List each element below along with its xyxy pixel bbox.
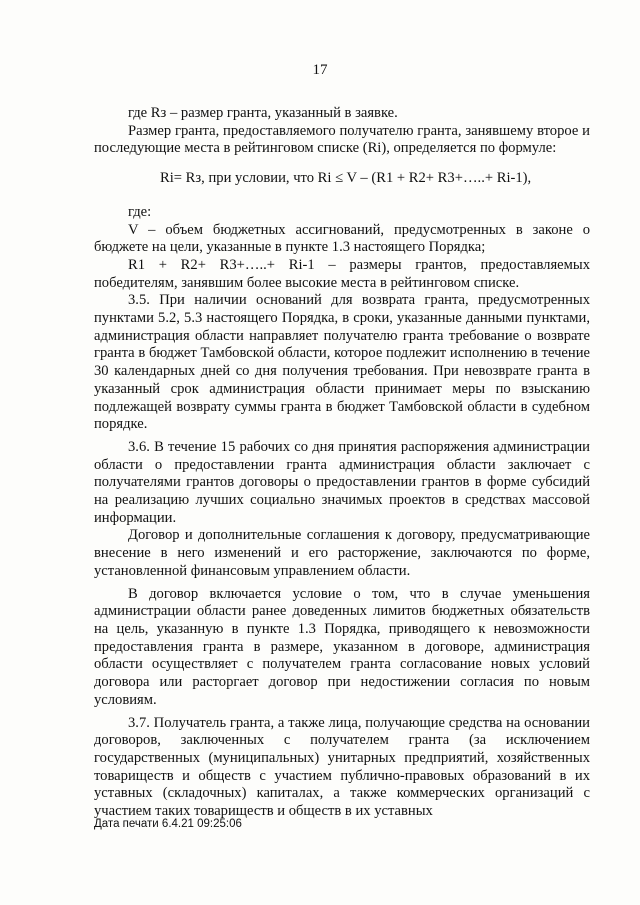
paragraph-3-6: 3.6. В течение 15 рабочих со дня принятия распоряжения администрации области о предоставлении гранта администрация области заключает с получателями грантов договоры о предоставлении грантов в форме субсидий на реализацию лучших социально значимых проектов в средствах массовой информации. — [94, 438, 590, 526]
paragraph-3-5: 3.5. При наличии оснований для возврата гранта, предусмотренных пунктами 5.2, 5.3 настоящего Порядка, в сроки, указанные данными пунктами, администрация области направляет получателю гранта требование о возврате гранта в бюджет Тамбовской области, которое подлежит исполнению в течение 30 календарных дней со дня получения требования. При невозврате гранта в указанный срок администрация области принимает меры по взысканию подлежащей возврату суммы гранта в бюджет Тамбовской области в судебном порядке. — [94, 292, 590, 433]
paragraph-r-definition: R1 + R2+ R3+…..+ Ri-1 – размеры грантов, предоставляемых победителям, занявшим более высокие места в рейтинговом списке. — [94, 256, 590, 291]
print-date: Дата печати 6.4.21 09:25:06 — [94, 818, 242, 830]
page-number: 17 — [312, 62, 328, 78]
paragraph-contract-form: Договор и дополнительные соглашения к договору, предусматривающие внесение в него изменений и его расторжение, заключаются по форме, установленной финансовым управлением области. — [94, 527, 590, 579]
paragraph-rz-definition: где Rз – размер гранта, указанный в заявке. — [128, 105, 398, 121]
paragraph-where: где: — [128, 203, 152, 220]
paragraph-grant-size: Размер гранта, предоставляемого получателю гранта, занявшему второе и последующие места в рейтинговом списке (Ri), определяется по формуле: — [94, 122, 590, 157]
grant-formula: Ri= Rз, при условии, что Ri ≤ V – (R1 + R2+ R3+…..+ Ri-1), — [160, 170, 532, 187]
paragraph-contract-condition: В договор включается условие о том, что в случае уменьшения администрации области ранее доведенных лимитов бюджетных обязательств на цель, указанную в пункте 1.3 Порядка, приводящего к невозможности предоставления гранта в размере, указанном в договоре, администрация области осуществляет с получателем гранта согласование новых условий договора или расторгает договор при недостижении согласия по новым условиям. — [94, 585, 590, 708]
document-body — [94, 105, 590, 821]
paragraph-3-7: 3.7. Получатель гранта, а также лица, получающие средства на основании договоров, заключенных с получателем гранта (за исключением государственных (муниципальных) унитарных предприятий, хозяйственных товариществ и обществ с участием публично-правовых образований в их уставных (складочных) капиталах, а также коммерческих организаций с участием таких товариществ и обществ в их уставных — [94, 714, 590, 820]
paragraph-v-definition: V – объем бюджетных ассигнований, предусмотренных в законе о бюджете на цели, указанные в пункте 1.3 настоящего Порядка; — [94, 221, 590, 256]
